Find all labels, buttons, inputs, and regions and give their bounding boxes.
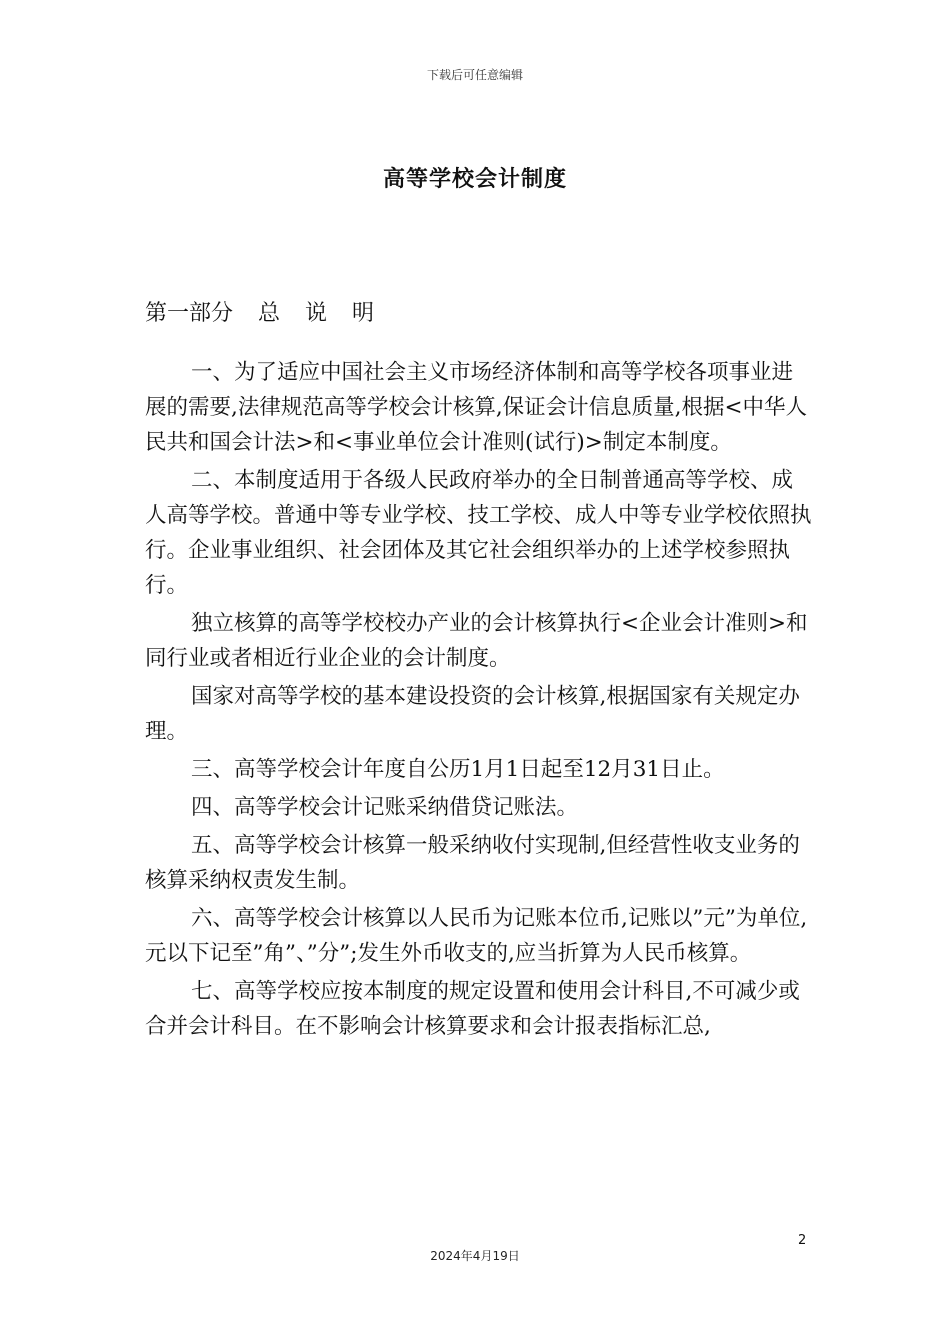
paragraph: 二、本制度适用于各级人民政府举办的全日制普通高等学校、成人高等学校。普通中等专业学校、技工学校、成人中等专业学校依照执行。企业事业组织、社会团体及其它社会组织举办的上述学校参照执行。 xyxy=(145,468,812,598)
paragraph: 独立核算的高等学校校办产业的会计核算执行<企业会计准则>和同行业或者相近行业企业的会计制度。 xyxy=(145,611,808,671)
part-heading: 第一部分 总 说 明 xyxy=(145,301,374,326)
paragraph: 六、高等学校会计核算以人民币为记账本位币,记账以”元”为单位,元以下记至”角”、”分”;发生外币收支的,应当折算为人民币核算。 xyxy=(145,906,808,966)
paragraph: 三、高等学校会计年度自公历1月1日起至12月31日止。 xyxy=(191,757,725,782)
header-note: 下载后可任意编辑 xyxy=(426,68,523,82)
footer-date: 2024年4月19日 xyxy=(430,1249,520,1263)
paragraph: 一、为了适应中国社会主义市场经济体制和高等学校各项事业进展的需要,法律规范高等学校会计核算,保证会计信息质量,根据<中华人民共和国会计法>和<事业单位会计准则(试行)>制定本制度。 xyxy=(145,360,808,455)
document-body xyxy=(145,355,813,1047)
paragraph: 五、高等学校会计核算一般采纳收付实现制,但经营性收支业务的核算采纳权责发生制。 xyxy=(145,833,800,893)
page-number: 2 xyxy=(798,1233,807,1248)
paragraph: 四、高等学校会计记账采纳借贷记账法。 xyxy=(191,795,579,820)
paragraph: 国家对高等学校的基本建设投资的会计核算,根据国家有关规定办理。 xyxy=(145,684,800,744)
document-title: 高等学校会计制度 xyxy=(382,166,567,192)
paragraph: 七、高等学校应按本制度的规定设置和使用会计科目,不可减少或合并会计科目。在不影响会计核算要求和会计报表指标汇总, xyxy=(145,979,800,1039)
